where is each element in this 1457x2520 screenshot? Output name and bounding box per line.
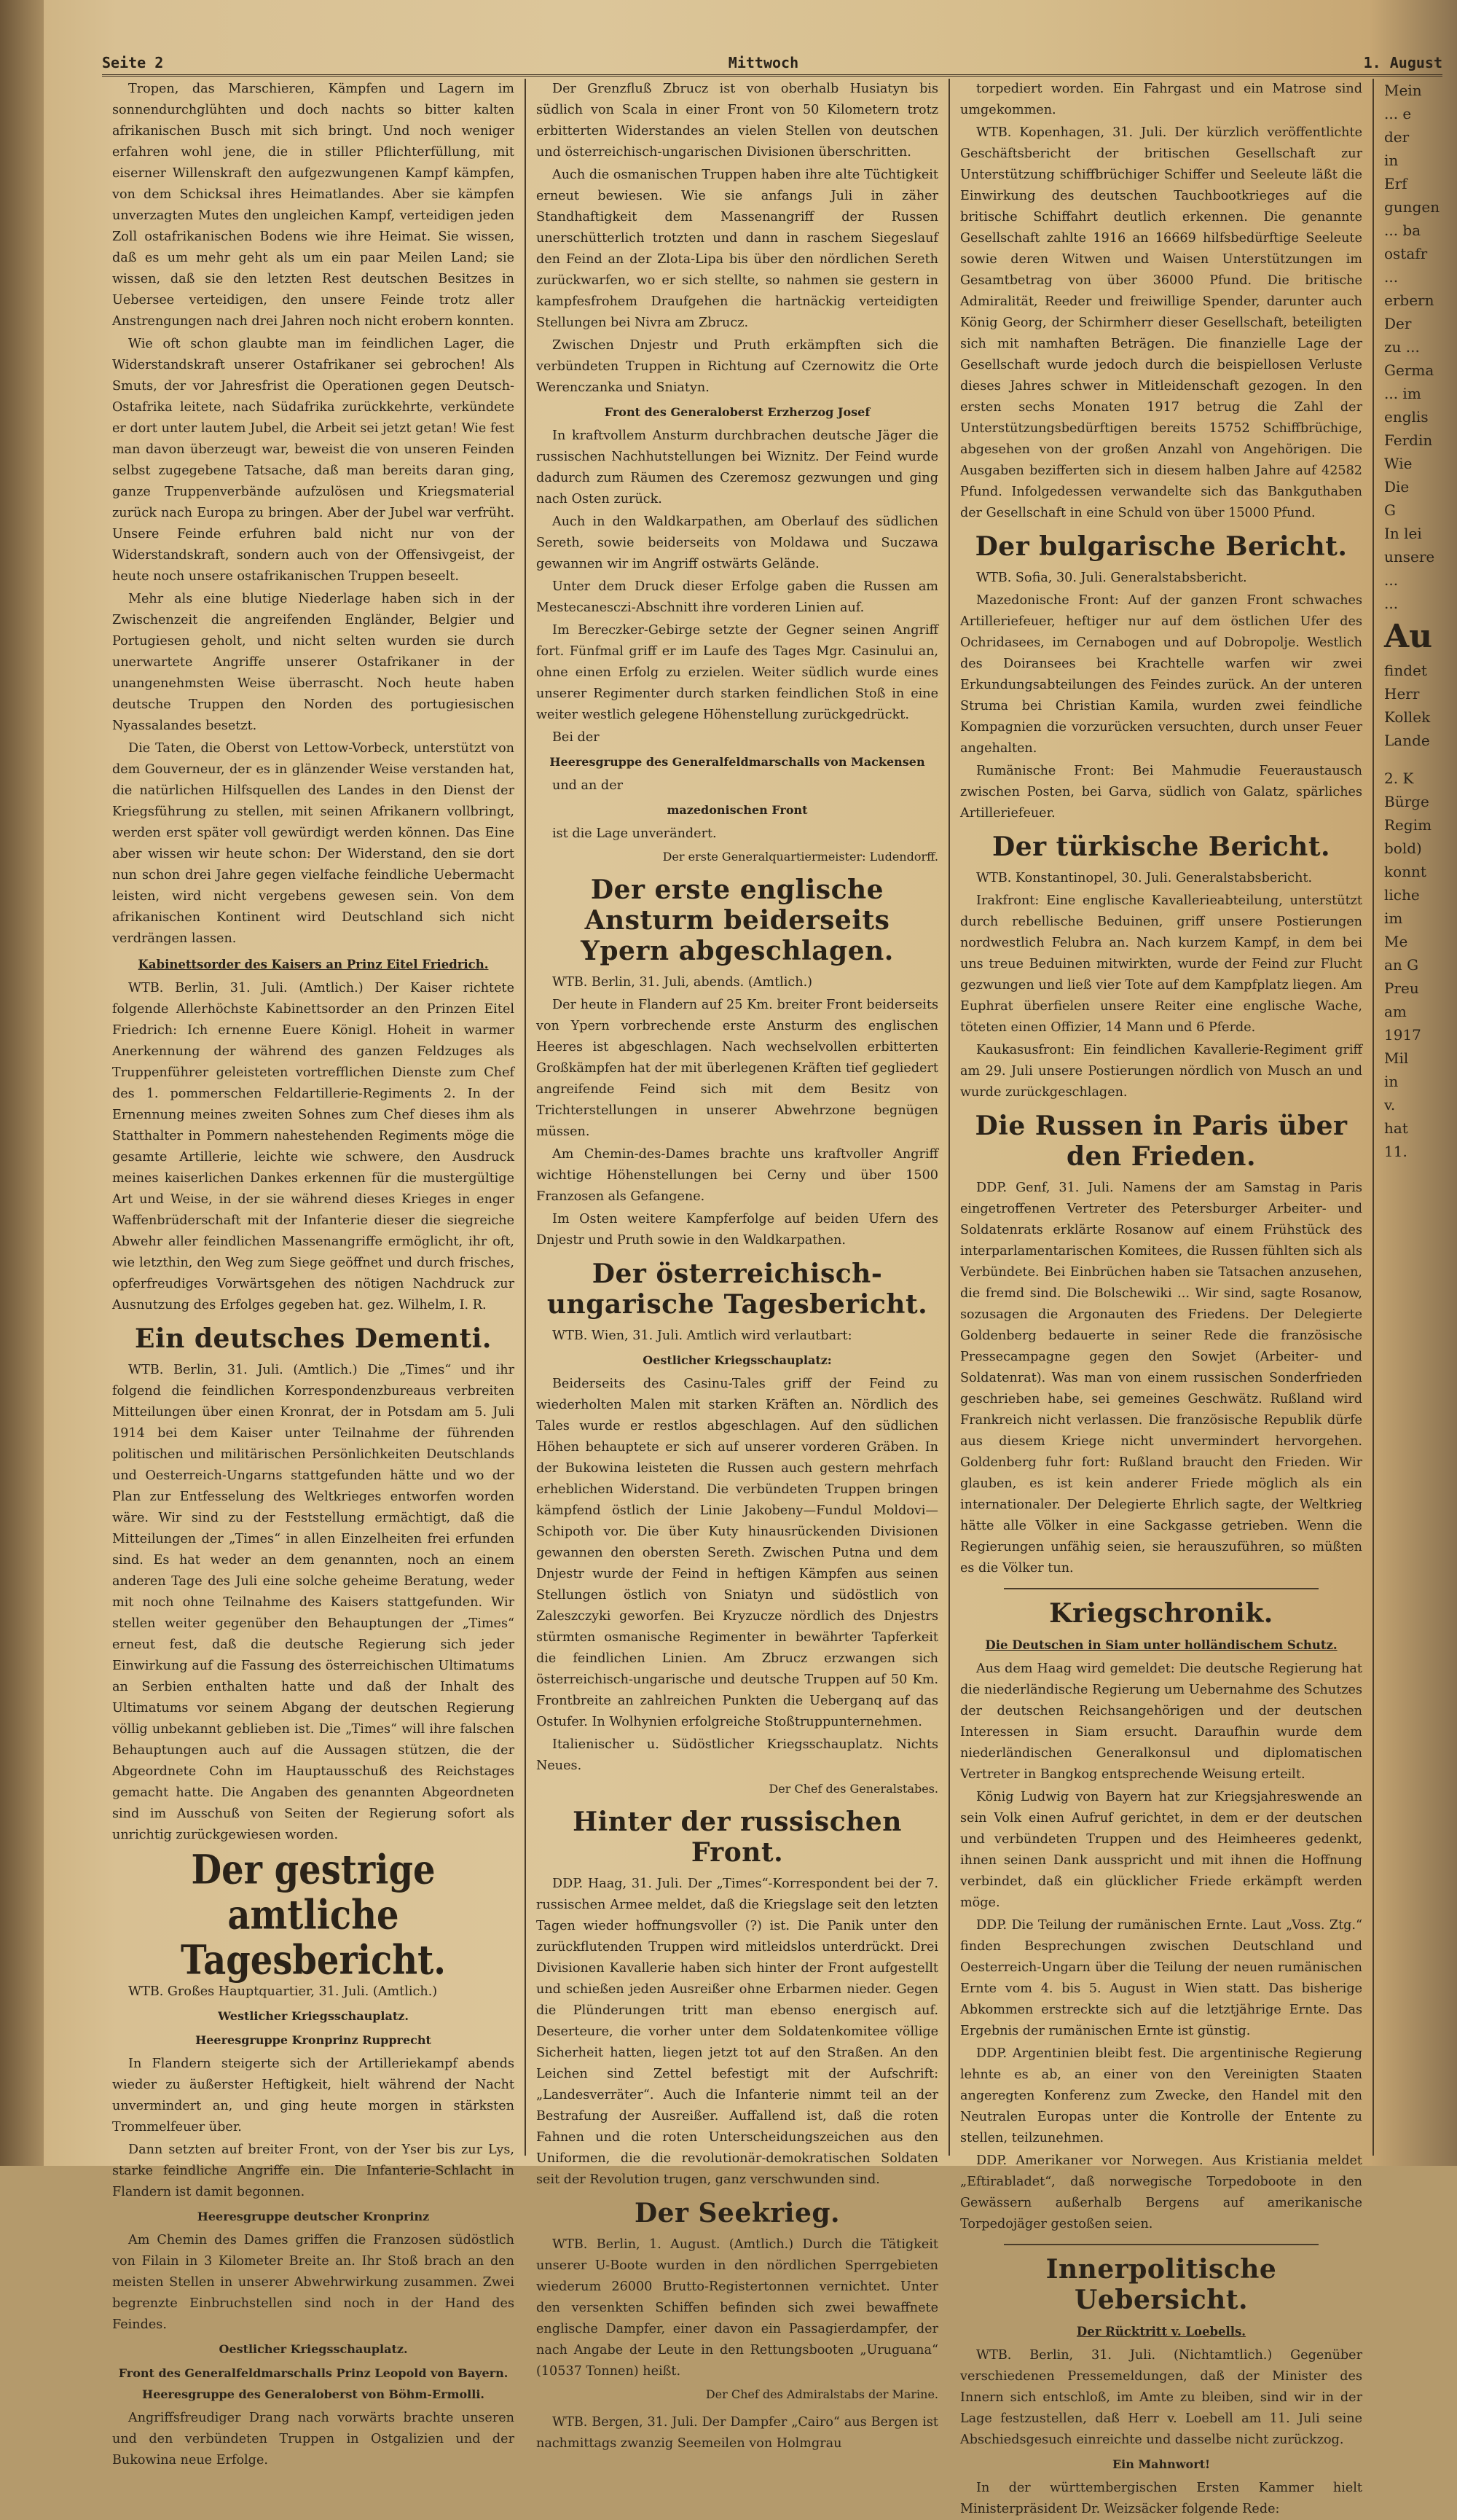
cropped-line: Ferdin [1384,431,1433,449]
divider [1004,1588,1319,1589]
cropped-line: 11. [1384,1143,1407,1160]
signature: Der Chef des Admiralstabs der Marine. [705,2387,938,2401]
article-text: Auch in den Waldkarpathen, am Oberlauf des südlichen Sereth, sowie beiderseits von Moldawa und Suczawa gewannen wir im Angriff ostwärts Gelände. [536,514,938,571]
article-text: Im Bereczker-Gebirge setzte der Gegner seinen Angriff fort. Fünfmal griff er im Laufe des Tages Mgr. Casinului an, ohne einen Erfolg zu erzielen. Weiter südlich wurde eines unserer Regimenter durch starken feindlichen Stoß in eine weiter westlich gelegene Höhenstellung zurückgedrückt. [536,623,938,722]
subheading: Oestlicher Kriegsschauplatz. [219,2342,408,2356]
cropped-line: ... [1384,268,1399,286]
page-spine [0,0,44,2166]
article-text: Mehr als eine blutige Niederlage haben sich in der Zwischenzeit die angreifenden Engländer, Belgier und Portugiesen geholt, und nicht selten wurden sie durch unerwartete Angriffe unserer Ostafrikaner in der unangenehmsten Weise überrascht. Noch heute haben deutsche Truppen den Norden des portugiesischen Nyassalandes besetzt. [112,592,514,733]
divider [1004,2244,1319,2245]
headline-englischer-ansturm: Der erste englische Ansturm beiderseits Ypern abgeschlagen. [581,874,894,966]
cropped-line: liche [1384,886,1420,904]
headline-seekrieg: Der Seekrieg. [634,2198,841,2229]
cropped-line: ... [1384,595,1399,612]
article-text: WTB. Kopenhagen, 31. Juli. Der kürzlich veröffentlichte Geschäftsbericht der britischen Gesellschaft zur Unterstützung schiffbrüchiger Schiffer und Seeleute läßt die Einwirkung des deutschen Tauchbootkrieges auf die britische Schiffahrt deutlich erkennen. Die genannte Gesellschaft zahlte 1916 an 16669 hilfsbedürftige Seeleute sowie deren Witwen und Waisen Unterstützungen im Gesamtbetrag von über 36000 Pfund. Die britische Admiralität, Reeder und freiwillige Spender, darunter auch König Georg, der Schirmherr dieser Gesellschaft, beteiligten sich mit namhaften Beträgen. Die finanzielle Lage der Gesellschaft wurde jedoch durch die beispiellosen Verluste dieses Jahres schwer in Mitleidenschaft gezogen. In den ersten sechs Monaten 1917 betrug die Zahl der Unterstützungsbedürftigen bereits 15752 Schiffbrüchige, abgesehen von der großen Anzahl von Angehörigen. Die Ausgaben bezifferten sich in diesem halben Jahre auf 42582 Pfund. Infolgedessen verwandelte sich das Bankguthaben der Gesellschaft in eine Schuld von über 15000 Pfund. [960,125,1362,520]
article-text: WTB. Berlin, 31. Juli. (Amtlich.) Die „Times“ und ihr folgend die feindlichen Korrespondenzbureaus verbreiten Mitteilungen über einen Kronrat, der in Potsdam am 5. Juli 1914 bei dem Kaiser unter Teilnahme der führenden politischen und militärischen Persönlichkeiten Deutschlands und Oesterreich-Ungarns stattgefunden hätte und wo der Plan zur Entfesselung des Weltkrieges entworfen worden wäre. Wir sind zu der Feststellung ermächtigt, daß die Mitteilungen der „Times“ in allen Einzelheiten frei erfunden sind. Es hat weder an dem genannten, noch an einem anderen Tage des Juli eine solche geheime Beratung, weder mit noch ohne Teilnahme des Kaisers stattgefunden. Wir stellen weiter gegenüber den Behauptungen der „Times“ erneut fest, daß die deutsche Regierung sich jeder Einwirkung auf die Fassung des österreichischen Ultimatums an Serbien enthalten hatte und daß der Inhalt des Ultimatums vor seinem Abgang der deutschen Regierung völlig unbekannt geblieben ist. Die „Times“ will ihre falschen Behauptungen auch auf die Aussagen stützen, die der Abgeordnete Cohn im Hauptausschuß des Reichstages gemacht hatte. Die Angaben des genannten Abgeordneten sind im Ausschuß von Seiten der Regierung sofort als unrichtig zurückgewiesen worden. [112,1363,514,1842]
article-text: Der heute in Flandern auf 25 Km. breiter Front beiderseits von Ypern vorbrechende erste Ansturm des englischen Heeres ist abgeschlagen. Nach wechselvollen erbitterten Großkämpfen hat der mit überlegenen Kräften tief gegliedert angreifende Feind sich mit dem Besitz von Trichterstellungen in unserer Abwehrzone begnügen müssen. [536,998,938,1139]
article-text: In Flandern steigerte sich der Artilleriekampf abends wieder zu äußerster Heftigkeit, hielt während der Nacht unvermindert an, und ging heute morgen in stärksten Trommelfeuer über. [112,2057,514,2134]
article-text: Der Grenzfluß Zbrucz ist von oberhalb Husiatyn bis südlich von Scala in einer Front von 50 Kilometern trotz erbitterten Widerstandes an vielen Stellen von deutschen und österreichisch-ungarischen Divisionen überschritten. [536,82,938,160]
headline-dementi: Ein deutsches Dementi. [135,1323,492,1354]
column-1 [102,79,526,2468]
cropped-line: Mil [1384,1049,1409,1067]
subheading: Heeresgruppe Kronprinz Rupprecht [195,2033,431,2047]
cropped-line: Germa [1384,361,1434,379]
headline-russische-front: Hinter der russischen Front. [573,1807,902,1868]
column-2 [526,79,950,2451]
cropped-line: Lande [1384,732,1430,749]
article-text: Die Taten, die Oberst von Lettow-Vorbeck, unterstützt von dem Gouverneur, der es in glänzender Weise verstanden hat, die natürlichen Hilfsquellen des Landes in den Dienst der Kriegsführung zu stellen, mit seinen Afrikanern vollbringt, werden erst später voll gewürdigt werden können. Das Eine aber wissen wir heute schon: Der Widerstand, den sie dort nun schon drei Jahre gegen vielfache feindliche Uebermacht leisten, wird nicht vergebens gewesen sein. Von dem afrikanischen Kontinent wird Deutschland sich nicht verdrängen lassen. [112,741,514,946]
article-text: Am Chemin-des-Dames brachte uns kraftvoller Angriff wichtige Höhenstellungen bei Cerny und über 1500 Franzosen als Gefangene. [536,1147,938,1204]
headline-kriegschronik: Kriegschronik. [1049,1598,1273,1629]
column-4-cropped [1374,79,1440,2156]
cropped-line: hat [1384,1119,1408,1137]
article-text: WTB. Berlin, 1. August. (Amtlich.) Durch die Tätigkeit unserer U-Boote wurden in den nördlichen Sperrgebieten wiederum 26000 Brutto-Registertonnen vernichtet. Unter den versenkten Schiffen befinden sich zwei bewaffnete englische Dampfer, einer davon ein Passagierdampfer, der nach Angabe der Leute in den Rettungsbooten „Uruguana“ (10537 Tonnen) heißt. [536,2237,938,2379]
cropped-line: erbern [1384,291,1434,309]
subheading: Front des Generaloberst Erzherzog Josef [604,405,871,419]
cropped-line: englis [1384,408,1429,426]
article-text: Angriffsfreudiger Drang nach vorwärts brachte unseren und den verbündeten Truppen in Ostgalizien und der Bukowina neue Erfolge. [112,2411,514,2468]
article-text: Irakfront: Eine englische Kavallerieabteilung, unterstützt durch rebellische Beduinen, griff unsere Postierungen nordwestlich Felubra an. Nach kurzem Kampf, in dem bei uns treue Beduinen mitwirkten, wurde der Feind zur Flucht gezwungen und ließ vier Tote auf dem Kampfplatz liegen. Am Euphrat überfielen unsere Reiter eine englische Wache, töteten einen Offizier, 14 Mann und 6 Pferde. [960,893,1362,1035]
cropped-line: zu ... [1384,338,1420,356]
article-text: Unter dem Druck dieser Erfolge gaben die Russen am Mestecanesczi-Abschnitt ihre vorderen Linien auf. [536,579,938,615]
article-text: Mazedonische Front: Auf der ganzen Front schwaches Artilleriefeuer, heftiger nur auf dem östlichen Ufer des Ochridasees, im Cernabogen und auf Dobropolje. Westlich des Doiransees bei Krachtelle warfen wir zwei Erkundungsabteilungen des Feindes zurück. An der unteren Struma bei Christian Kamila, wurden zwei feindliche Kompagnien die vorzurücken versuchten, durch unser Feuer angehalten. [960,593,1362,756]
subheading: Oestlicher Kriegsschauplatz: [643,1353,832,1367]
article-text: Tropen, das Marschieren, Kämpfen und Lagern im sonnendurchglühten und doch nachts so bitter kalten afrikanischen Busch mit sich bringt. Und noch weniger erfahren wohl jene, die in stiller Pflichterfüllung, mit eiserner Willenskraft den aufgezwungenen Kampf kämpfen, von dem Schicksal ihres Heimatlandes. Aber sie kämpfen unverzagten Mutes den ungleichen Kampf, verteidigen jeden Zoll ostafrikanischen Bodens wie ihre Heimat. Sie wissen, daß es um mehr geht als um ein paar Meilen Land; sie wissen, daß sie den letzten Rest deutschen Besitzes in Uebersee verteidigen, den unsere Feinde trotz aller Anstrengungen nach drei Jahren noch nicht erobern konnten. [112,82,514,329]
columns [102,79,1440,2516]
article-text: Beiderseits des Casinu-Tales griff der Feind zu wiederholten Malen mit starken Kräften an. Nördlich des Tales wurde er restlos abgeschlagen. Auf den südlichen Höhen behauptete er sich auf unserer vorderen Gräben. In der Bukowina leisteten die Russen auch gestern mehrfach erheblichen Widerstand. Die verbündeten Truppen bringen kämpfend östlich der Linie Jakobeny—Fundul Moldovi—Schipoth vor. Die über Kuty hinausrückenden Divisionen gewannen den obersten Sereth. Zwischen Putna und dem Dnjestr wurde der Feind in heftigen Kämpfen aus seinen Stellungen östlich von Sniatyn und südöstlich von Zaleszczyki geworfen. Bei Kryzucze nördlich des Dnjestrs stürmten osmanische Regimenter in bewährter Tapferkeit die feindlichen Linien. Am Zbrucz erzwangen sich österreichisch-ungarische und deutsche Truppen auf 50 Km. Frontbreite an zahlreichen Punkten die Ueberganq auf das Ostufer. In Wolhynien erfolgreiche Stoßtruppunternehmen. [536,1377,938,1729]
subheading: Die Deutschen in Siam unter holländischem Schutz. [985,1638,1338,1652]
article-text: WTB. Berlin, 31. Juli, abends. (Amtlich.) [552,975,813,990]
article-text: König Ludwig von Bayern hat zur Kriegsjahreswende an sein Volk einen Aufruf gerichtet, in dem er der deutschen und verbündeten Truppen und des Heimheeres gedenkt, ihnen seinen Dank ausspricht und mit ihnen die Hoffnung verbindet, daß ein glücklicher Friede erkämpft werden möge. [960,1790,1362,1910]
article-text: Dann setzten auf breiter Front, von der Yser bis zur Lys, starke feindliche Angriffe ein. Die Infanterie-Schlacht in Flandern ist damit begonnen. [112,2143,514,2199]
cropped-line: Kollek [1384,708,1431,726]
subheading: mazedonischen Front [667,803,808,817]
cropped-lines [1384,767,1432,1163]
cropped-line: im [1384,909,1403,927]
cropped-line: findet [1384,662,1427,679]
cropped-line: 1917 [1384,1026,1421,1044]
article-text: ist die Lage unverändert. [552,826,717,841]
subheading: Heeresgruppe des Generalfeldmarschalls von Mackensen [549,755,925,769]
signature: Der erste Generalquartiermeister: Ludendorff. [662,850,938,864]
page-number: Seite 2 [102,54,164,71]
article-text: WTB. Berlin, 31. Juli. (Nichtamtlich.) Gegenüber verschiedenen Pressemeldungen, daß der Minister des Innern sich entschloß, im Amte zu bleiben, sind wir in der Lage festzustellen, daß Herr v. Loebell am 11. Juli seine Abschiedsgesuch einreichte und dasselbe nicht zurückzog. [960,2348,1362,2447]
article-text: Wie oft schon glaubte man im feindlichen Lager, die Widerstandskraft unserer Ostafrikaner sei gebrochen! Als Smuts, der vor Jahresfrist die Operationen gegen Deutsch-Ostafrika leitete, nach Südafrika zurückkehrte, verkündete er dort unter lautem Jubel, die Arbeit sei jetzt getan! Wie fest man davon überzeugt war, beweist die von unseren Feinden selbst zugegebene Tatsache, daß man bereits daran ging, ganze Truppenverbände aufzulösen und Kriegsmaterial zurück nach Europa zu bringen. Aber der Jubel war verfrüht. Unsere Feinde erfuhren bald nicht nur von der Widerstandskraft, sondern auch von der Offensivgeist, der heute noch unsere ostafrikanischen Truppen beseelt. [112,337,514,584]
headline-kabinettsorder: Kabinettsorder des Kaisers an Prinz Eitel Friedrich. [138,958,489,971]
headline-oesterreichisch: Der österreichisch-ungarische Tagesbericht. [546,1259,928,1320]
cropped-line: ... ba [1384,222,1421,239]
subheading: Der Rücktritt v. Loebells. [1076,2325,1246,2339]
cropped-line: in [1384,1073,1399,1090]
article-text: DDP. Haag, 31. Juli. Der „Times“-Korrespondent bei der 7. russischen Armee meldet, daß die Kriegslage seit den letzten Tagen wieder hoffnungsvoller (?) ist. Die Panik unter den zurückflutenden Truppen wird mitleidslos unterdrückt. Drei Divisionen Kavallerie haben sich hinter der Front aufgestellt und schießen jeden Ausreißer ohne Erbarmen nieder. Gegen die Plünderungen tritt man ebenso energisch auf. Deserteure, die vorher unter dem Soldatenkomitee völlige Sicherheit hatten, liegen jetzt tot auf den Straßen. An den Leichen sind Zettel befestigt mit der Aufschrift: „Landesverräter“. Auch die Infanterie nimmt teil an der Bestrafung der Ausreißer. Auffallend ist, daß die roten Fahnen und die roten Unterscheidungszeichen aus den Uniformen, die die revolutionär-demokratischen Soldaten seit der Revolution trugen, ganz verschwunden sind. [536,1877,938,2187]
article-text: WTB. Konstantinopel, 30. Juli. Generalstabsbericht. [976,871,1313,885]
headline-russen-paris: Die Russen in Paris über den Frieden. [975,1111,1348,1172]
headline-tuerkisch: Der türkische Bericht. [991,831,1331,862]
cropped-line: 2. K [1384,770,1414,787]
headline-tagesbericht: Der gestrige amtliche Tagesbericht. [181,1846,446,1984]
subheading: Ein Mahnwort! [1112,2457,1211,2471]
article-text: WTB. Sofia, 30. Juli. Generalstabsbericht. [976,571,1247,585]
article-text: Zwischen Dnjestr und Pruth erkämpften sich die verbündeten Truppen in Richtung auf Czernowitz die Orte Werenczanka und Sniatyn. [536,338,938,395]
cropped-lines [1384,79,1440,615]
cropped-line: Herr [1384,685,1420,703]
cropped-line: Me [1384,933,1408,950]
article-text: WTB. Berlin, 31. Juli. (Amtlich.) Der Kaiser richtete folgende Allerhöchste Kabinettsorder an den Prinzen Eitel Friedrich: Ich ernenne Euere Königl. Hoheit in warmer Anerkennung der während des ganzen Feldzuges als Truppenführer geleisteten vortrefflichen Dienste zum Chef des 1. pommerschen Feldartillerie-Regiments 2. In der Ernennung meines zweiten Sohnes zum Chef dieses ihm als Statthalter in Pommern nahestehenden Regiments möge die gesamte Artillerie, leichte wie schwere, den Ausdruck meines kaiserlichen Dankes erkennen für die mustergültige Art und Weise, in der sie während dieses Krieges in enger Waffenbrüderschaft mit der Infanterie dieser die siegreiche Abwehr aller feindlichen Massenangriffe ermöglicht, ihr oft, wie letzthin, den Weg zum Siege geöffnet und durch frisches, opferfreudiges Vorwärtsgehen des nötigen Nachdruck zur Ausnutzung des Erfolges gegeben hat. gez. Wilhelm, I. R. [112,981,514,1312]
article-text: DDP. Argentinien bleibt fest. Die argentinische Regierung lehnte es ab, an einer von den Vereinigten Staaten angeregten Konferenz zum Zwecke, den Handel mit den Neutralen Europas unter die Kontrolle der Entente zu stellen, teilzunehmen. [960,2046,1362,2145]
cropped-line: Regim [1384,816,1432,834]
cropped-line: ... [1384,571,1399,589]
subheading: Heeresgruppe deutscher Kronprinz [197,2210,430,2223]
article-text: Rumänische Front: Bei Mahmudie Feueraustausch zwischen Posten, bei Garva, südlich von Galatz, spärliches Artilleriefeuer. [960,764,1362,821]
cropped-line: unsere [1384,548,1435,566]
article-text: WTB. Wien, 31. Juli. Amtlich wird verlautbart: [552,1329,852,1343]
cropped-line: gungen [1384,198,1440,216]
article-text: Kaukasusfront: Ein feindlichen Kavallerie-Regiment griff am 29. Juli unsere Postierungen nördlich von Musch an und wurde zurückgeschlagen. [960,1043,1362,1100]
date: 1. August [1363,54,1442,71]
cropped-lines [1384,659,1431,752]
cropped-line: an G [1384,956,1419,974]
signature: Der Chef des Generalstabes. [769,1782,938,1796]
cropped-line: In lei [1384,525,1422,542]
article-text: Am Chemin des Dames griffen die Franzosen südöstlich von Filain in 3 Kilometer Breite an. Ihr Stoß brach an den meisten Stellen in unserer Abwehrwirkung zusammen. Zwei begrenzte Einbruchstellen sind noch in der Hand des Feindes. [112,2233,514,2332]
cropped-headline: Au [1384,618,1433,655]
cropped-line: ... e [1384,105,1412,122]
article-text: Bei der [552,730,600,745]
article-text: Aus dem Haag wird gemeldet: Die deutsche Regierung hat die niederländische Regierung um Uebernahme des Schutzes der deutschen Reichsangehörigen und der deutschen Interessen in Siam ersucht. Daraufhin wurde dem niederländischen Generalkonsul und diplomatischen Vertreter in Bangkog entsprechende Weisung erteilt. [960,1662,1362,1782]
cropped-line: Preu [1384,979,1419,997]
article-text: In kraftvollem Ansturm durchbrachen deutsche Jäger die russischen Nachhutstellungen bei Wiznitz. Der Feind wurde dadurch zum Räumen des Czeremosz gezwungen und ging nach Osten zurück. [536,429,938,506]
article-text: DDP. Amerikaner vor Norwegen. Aus Kristiania meldet „Eftirabladet“, daß norwegische Torpedoboote in den Gewässern außerhalb Bergens auf amerikanische Torpedojäger gestoßen seien. [960,2153,1362,2231]
cropped-line: Die G [1384,478,1410,519]
cropped-line: der [1384,128,1410,146]
cropped-line: konnt [1384,863,1426,880]
cropped-line: Wie [1384,455,1413,472]
page-header [102,50,1442,77]
cropped-line: am [1384,1003,1407,1020]
cropped-line: in Erf [1384,152,1407,192]
subheading: Westlicher Kriegsschauplatz. [218,2009,409,2023]
cropped-line: Der [1384,315,1412,332]
article-text: DDP. Die Teilung der rumänischen Ernte. Laut „Voss. Ztg.“ finden Besprechungen zwischen Deutschland und Oesterreich-Ungarn über die Teilung der neuen rumänischen Ernte vom 4. bis 5. August in Wien statt. Das bisherige Abkommen erstreckte sich auf die letztjährige Ernte. Das Ergebnis der rumänischen Ernte ist günstig. [960,1918,1362,2038]
article-text: Italienischer u. Südöstlicher Kriegsschauplatz. Nichts Neues. [536,1737,938,1773]
cropped-line: ... im [1384,385,1421,402]
article-text: DDP. Genf, 31. Juli. Namens der am Samstag in Paris eingetroffenen Vertreter des Petersburger Arbeiter- und Soldatenrats erklärte Rosanow auf einem Frühstück des interparlamentarischen Komitees, die Russen fühlten sich als Verbündete. Bei Einbrüchen haben sie Tatsachen anzusehen, die fremd sind. Die Bolschewiki ... Wir sind, sagte Rosanow, sozusagen die Argonauten des Friedens. Der Delegierte Goldenberg bedauerte in seiner Rede die französische Pressecampagne gegen den Sowjet (Arbeiter- und Soldatenrat). Was man von einem russischen Sonderfrieden geschrieben habe, sei gemeines Geschwätz. Rußland wird Frankreich nicht verlassen. Die französische Republik dürfe aus diesem Kriege nicht unvermindert hervorgehen. Goldenberg fuhr fort: Rußland braucht den Frieden. Wir glauben, es ist kein anderer Friede möglich als ein internationaler. Der Delegierte Ehrlich sagte, der Weltkrieg hätte alle Völker in eine Sackgasse getrieben. Wenn die Regierungen unfähig seien, sie herauszuführen, so müßten es die Völker tun. [960,1181,1362,1576]
article-text: In der württembergischen Ersten Kammer hielt Ministerpräsident Dr. Weizsäcker folgende Rede: [960,2481,1362,2516]
article-text: Auch die osmanischen Truppen haben ihre alte Tüchtigkeit erneut bewiesen. Wie sie anfangs Juli in zäher Standhaftigkeit dem Massenangriff der Russen unerschütterlich trotzten und dann in raschem Siegeslauf den Feind an der Zlota-Lipa bis über den nördlichen Sereth zurückwarfen, wo er sich stellte, so nahmen sie gestern in kampfesfrohem Draufgehen die hartnäckig verteidigten Stellungen bei Nivra am Zbrucz. [536,168,938,330]
article-text: WTB. Großes Hauptquartier, 31. Juli. (Amtlich.) [128,1984,438,1999]
weekday: Mittwoch [728,54,799,71]
subheading: Front des Generalfeldmarschalls Prinz Leopold von Bayern. Heeresgruppe des Generaloberst von Böhm-Ermolli. [118,2366,508,2401]
cropped-line: v. [1384,1096,1396,1114]
cropped-line: bold) [1384,840,1422,857]
article-text: WTB. Bergen, 31. Juli. Der Dampfer „Cairo“ aus Bergen ist nachmittags zwanzig Seemeilen von Holmgrau [536,2415,938,2451]
cropped-line: Bürge [1384,793,1429,810]
article-text: und an der [552,778,624,793]
headline-innerpolitisch: Innerpolitische Uebersicht. [1045,2254,1277,2315]
article-text: Im Osten weitere Kampferfolge auf beiden Ufern des Dnjestr und Pruth sowie in den Waldkarpathen. [536,1212,938,1248]
headline-bulgarisch: Der bulgarische Bericht. [975,531,1348,562]
cropped-line: Mein [1384,82,1422,99]
article-text: torpediert worden. Ein Fahrgast und ein Matrose sind umgekommen. [960,82,1362,117]
cropped-line: ostafr [1384,245,1428,262]
column-3 [950,79,1374,2516]
